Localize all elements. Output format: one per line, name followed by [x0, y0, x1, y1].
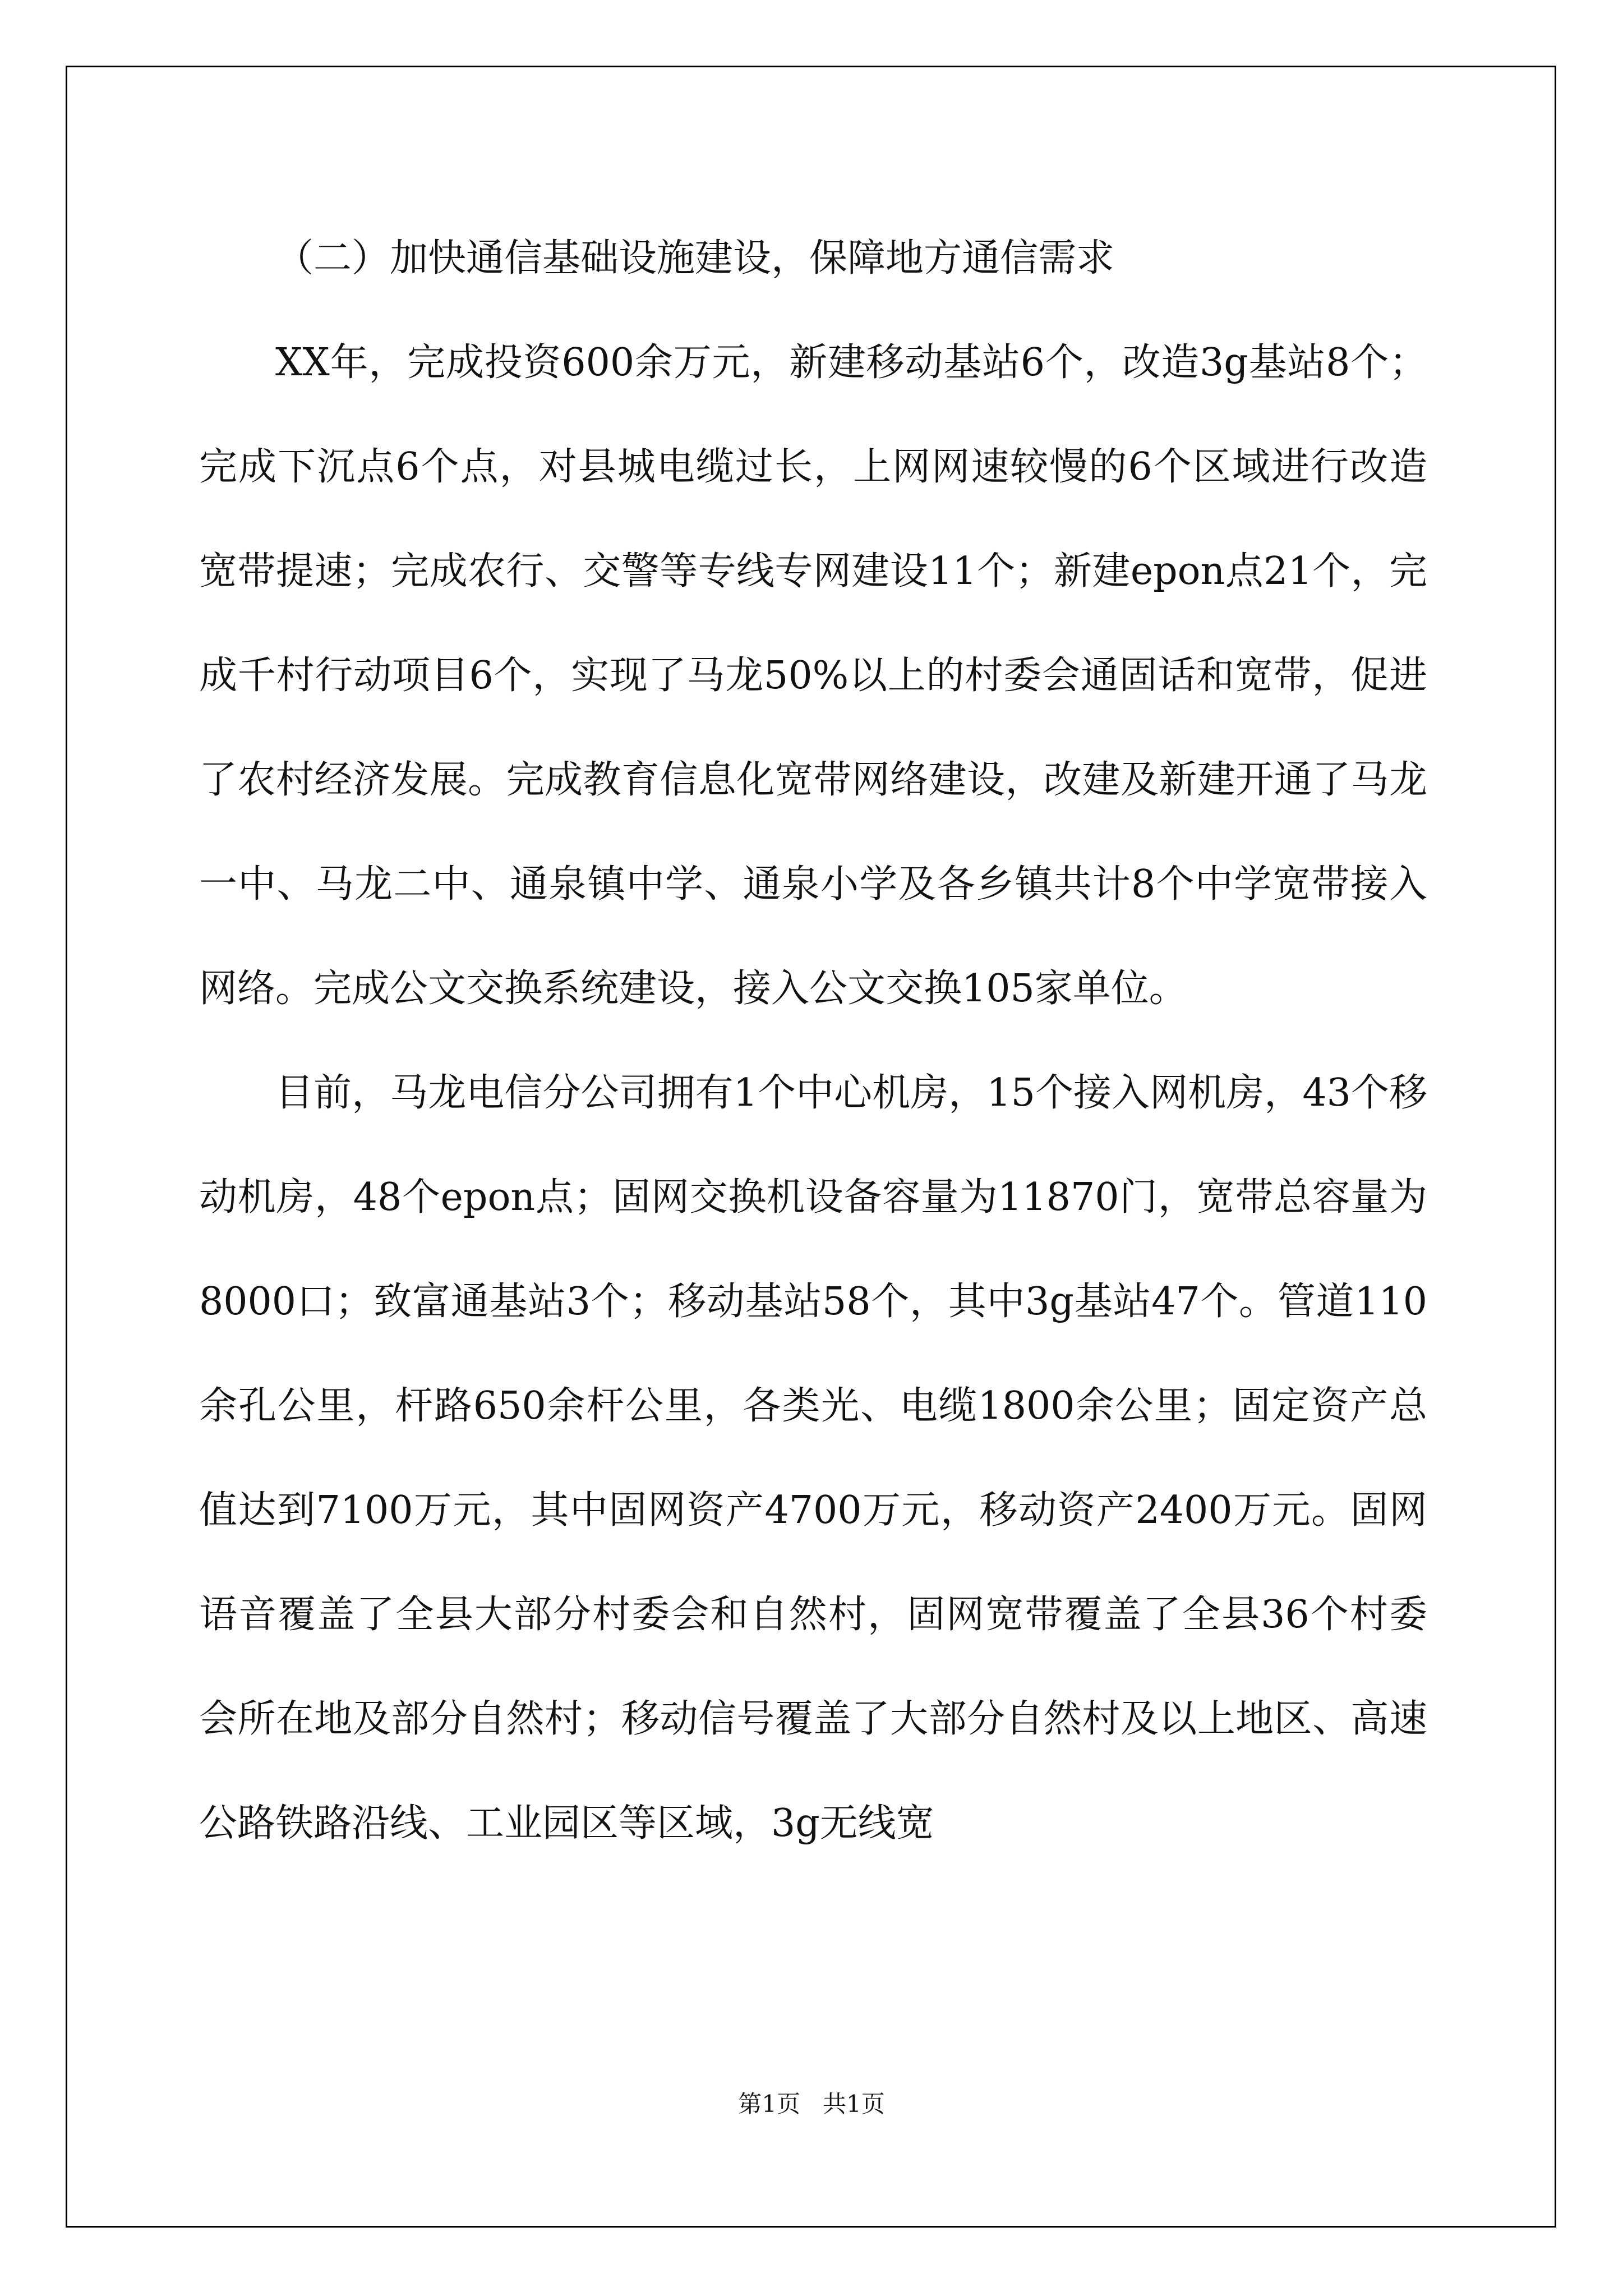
section-heading: （二）加快通信基础设施建设，保障地方通信需求 [275, 236, 1115, 280]
paragraph-1: XX年，完成投资600余万元，新建移动基站6个，改造3g基站8个；完成下沉点6个点，对县城电缆过长，上网网速较慢的6个区域进行改造宽带提速；完成农行、交警等专线专网建设11个；新建epon点21个，完成千村行动项目6个，实现了马龙50%以上的村委会通固话和宽带，促进了农村经济发展。完成教育信息化宽带网络建设，改建及新建开通了马龙一中、马龙二中、通泉镇中学、通泉小学及各乡镇共计8个中学宽带接入网络。完成公文交换系统建设，接入公文交换105家单位。 [199, 341, 1428, 1011]
paragraph-2: 目前，马龙电信分公司拥有1个中心机房，15个接入网机房，43个移动机房，48个epon点；固网交换机设备容量为11870门，宽带总容量为8000口；致富通基站3个；移动基站58个，其中3g基站47个。管道110余孔公里，杆路650余杆公里，各类光、电缆1800余公里；固定资产总值达到7100万元，其中固网资产4700万元，移动资产2400万元。固网语音覆盖了全县大部分村委会和自然村，固网宽带覆盖了全县36个村委会所在地及部分自然村；移动信号覆盖了大部分自然村及以上地区、高速公路铁路沿线、工业园区等区域，3g无线宽 [199, 1071, 1427, 1846]
document-body [199, 206, 1427, 1876]
page-footer: 第1页 共1页 [738, 2090, 885, 2118]
